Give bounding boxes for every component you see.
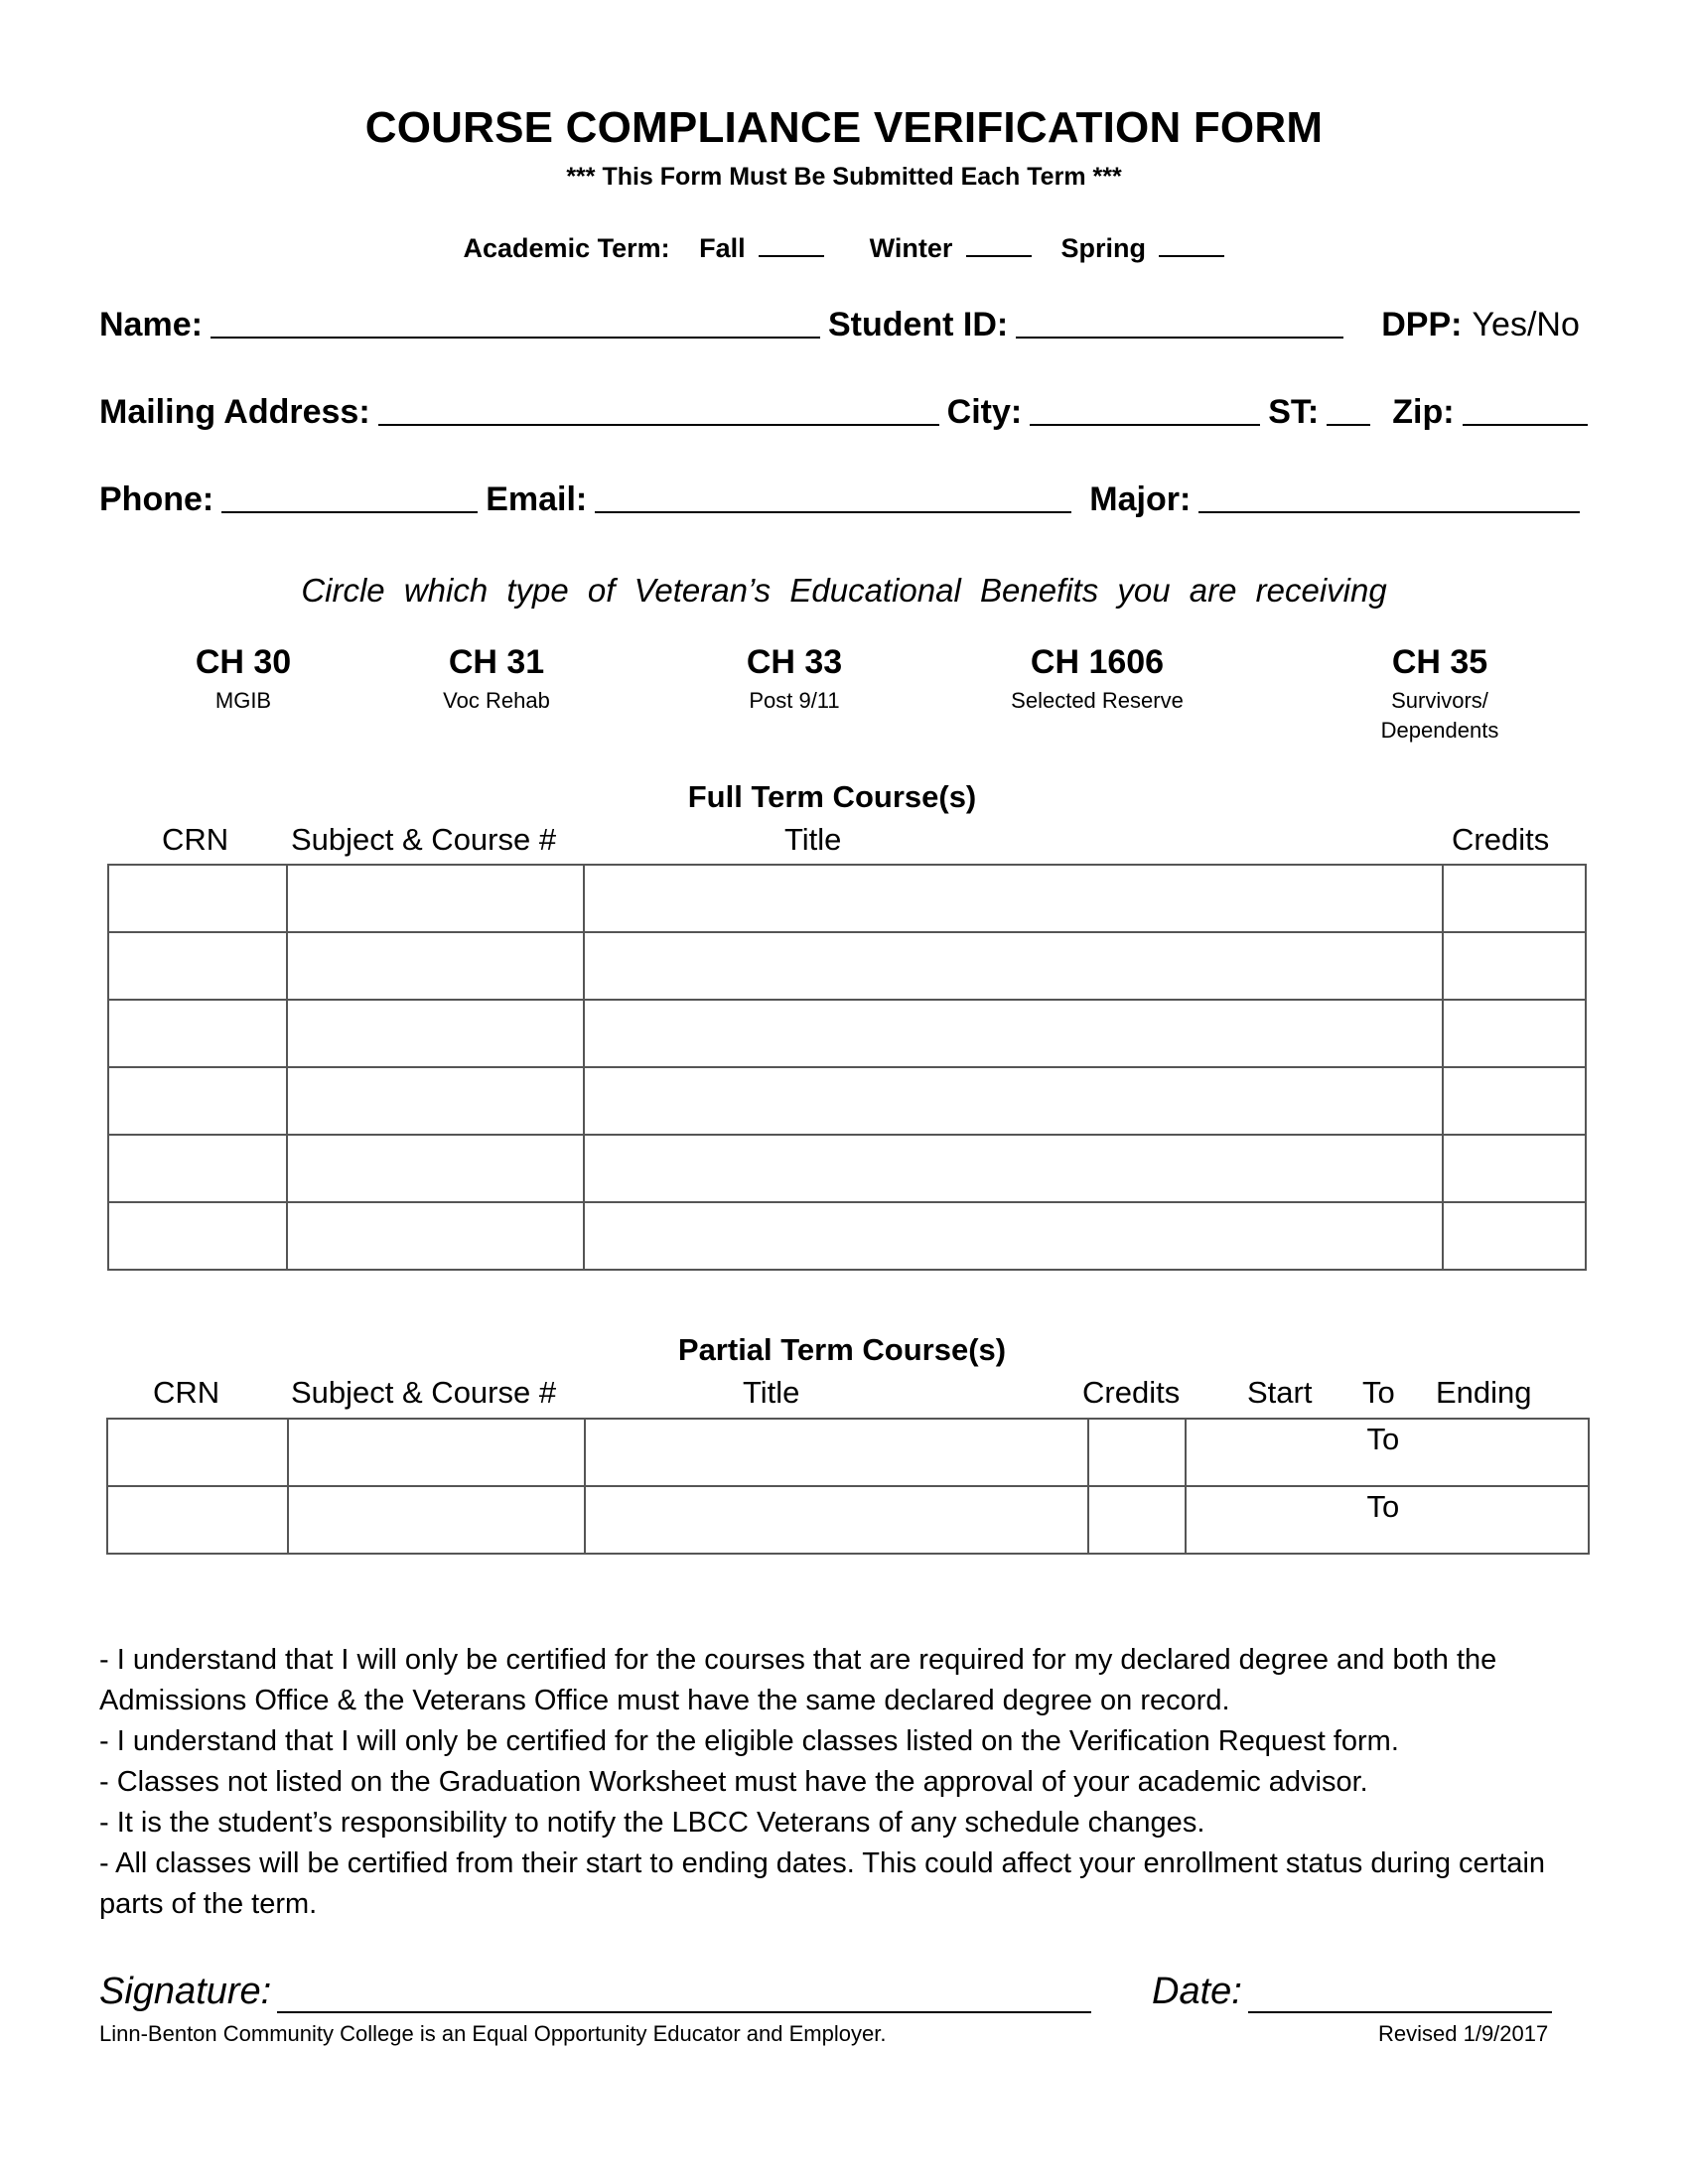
chapter-option[interactable] [695, 643, 894, 716]
acknowledgement-notes [99, 1640, 1609, 1925]
chapter-desc: Survivors/ Dependents [1380, 688, 1499, 743]
full-col-title: Title [784, 822, 842, 857]
chapter-code: CH 31 [448, 643, 545, 681]
partial-col-crn: CRN [153, 1375, 220, 1410]
dpp-value[interactable]: Yes/No [1472, 306, 1580, 343]
student-id-field[interactable] [1016, 307, 1343, 339]
academic-term-row [0, 233, 1688, 264]
partial-col-to: To [1362, 1375, 1395, 1410]
crn-cell[interactable] [108, 865, 287, 932]
date-range-cell[interactable] [1186, 1486, 1589, 1554]
phone-label: Phone: [99, 480, 214, 518]
partial-col-subject: Subject & Course # [291, 1375, 557, 1410]
credits-cell[interactable] [1443, 932, 1586, 1000]
table-row [108, 1067, 1586, 1135]
table-row [108, 932, 1586, 1000]
subject-cell[interactable] [287, 1067, 585, 1135]
credits-cell[interactable] [1443, 865, 1586, 932]
table-row [108, 1135, 1586, 1202]
term-fall-blank[interactable] [759, 233, 824, 257]
credits-cell[interactable] [1443, 1067, 1586, 1135]
address-field[interactable] [378, 394, 939, 426]
title-cell[interactable] [584, 865, 1443, 932]
term-winter-label: Winter [869, 233, 953, 263]
credits-cell[interactable] [1088, 1486, 1186, 1554]
crn-cell[interactable] [107, 1419, 288, 1486]
crn-cell[interactable] [108, 1202, 287, 1270]
date-range-to: To [1366, 1422, 1400, 1456]
subject-cell[interactable] [287, 1202, 585, 1270]
subject-cell[interactable] [288, 1486, 586, 1554]
form-subtitle: *** This Form Must Be Submitted Each Term *** [566, 163, 1122, 191]
chapter-desc: Voc Rehab [443, 688, 550, 713]
term-spring-blank[interactable] [1159, 233, 1224, 257]
crn-cell[interactable] [108, 1067, 287, 1135]
full-term-table [107, 864, 1587, 1271]
dpp-label: DPP: [1381, 306, 1463, 343]
address-row [99, 388, 1589, 432]
signature-field[interactable] [277, 1976, 1091, 2013]
note-item: - I understand that I will only be certified for the eligible classes listed on the Verification Request form. [99, 1725, 1399, 1757]
city-field[interactable] [1030, 394, 1260, 426]
city-label: City: [946, 393, 1023, 431]
table-row [108, 1000, 1586, 1067]
date-field[interactable] [1248, 1976, 1552, 2013]
date-range-to: To [1366, 1489, 1400, 1524]
table-row [108, 865, 1586, 932]
title-cell[interactable] [584, 1000, 1443, 1067]
date-range-cell[interactable] [1186, 1419, 1589, 1486]
table-row [107, 1486, 1589, 1554]
title-cell[interactable] [584, 1067, 1443, 1135]
title-cell[interactable] [584, 1135, 1443, 1202]
academic-term-label: Academic Term: [463, 233, 670, 263]
date-row [1152, 1971, 1552, 2013]
partial-term-title: Partial Term Course(s) [677, 1332, 1007, 1367]
name-row [99, 301, 1589, 344]
subject-cell[interactable] [287, 932, 585, 1000]
subject-cell[interactable] [287, 1135, 585, 1202]
term-winter-blank[interactable] [966, 233, 1032, 257]
phone-field[interactable] [221, 481, 478, 513]
credits-cell[interactable] [1443, 1135, 1586, 1202]
subject-cell[interactable] [287, 1000, 585, 1067]
state-field[interactable] [1327, 394, 1370, 426]
crn-cell[interactable] [108, 932, 287, 1000]
major-field[interactable] [1198, 481, 1580, 513]
credits-cell[interactable] [1443, 1202, 1586, 1270]
chapter-desc: MGIB [214, 688, 272, 713]
name-field[interactable] [211, 307, 820, 339]
partial-col-start: Start [1247, 1375, 1313, 1410]
term-spring-label: Spring [1060, 233, 1146, 263]
zip-field[interactable] [1463, 394, 1588, 426]
title-cell[interactable] [584, 932, 1443, 1000]
footer-eeo-statement: Linn-Benton Community College is an Equal Opportunity Educator and Employer. [99, 2021, 887, 2046]
full-col-crn: CRN [162, 822, 229, 857]
chapter-desc: Selected Reserve [1011, 688, 1184, 713]
title-cell[interactable] [585, 1486, 1087, 1554]
table-row [108, 1202, 1586, 1270]
partial-col-credits: Credits [1082, 1375, 1181, 1410]
signature-label: Signature: [99, 1971, 272, 2012]
partial-col-title: Title [743, 1375, 800, 1410]
zip-label: Zip: [1392, 393, 1455, 431]
full-term-title: Full Term Course(s) [687, 779, 977, 814]
title-cell[interactable] [585, 1419, 1087, 1486]
crn-cell[interactable] [108, 1000, 287, 1067]
name-label: Name: [99, 306, 203, 343]
credits-cell[interactable] [1088, 1419, 1186, 1486]
chapter-option[interactable] [973, 643, 1221, 716]
term-fall-label: Fall [699, 233, 746, 263]
table-row [107, 1419, 1589, 1486]
form-title: COURSE COMPLIANCE VERIFICATION FORM [364, 103, 1324, 152]
credits-cell[interactable] [1443, 1000, 1586, 1067]
chapter-desc: Post 9/11 [749, 688, 840, 713]
chapter-code: CH 33 [746, 643, 843, 681]
benefits-instruction: Circle which type of Veteran’s Educational Benefits you are receiving [301, 572, 1387, 609]
email-label: Email: [486, 480, 588, 518]
full-col-subject: Subject & Course # [291, 822, 557, 857]
address-label: Mailing Address: [99, 393, 370, 431]
chapter-option[interactable] [397, 643, 596, 716]
phone-row [99, 476, 1589, 519]
note-item: - All classes will be certified from their start to ending dates. This could affect your enrollment status during certain parts of the term. [99, 1847, 1546, 1920]
subject-cell[interactable] [288, 1419, 586, 1486]
chapter-code: CH 1606 [1030, 643, 1165, 681]
chapter-option[interactable] [144, 643, 343, 716]
crn-cell[interactable] [107, 1486, 288, 1554]
note-item: - Classes not listed on the Graduation Worksheet must have the approval of your academic advisor. [99, 1766, 1368, 1798]
crn-cell[interactable] [108, 1135, 287, 1202]
state-label: ST: [1268, 393, 1320, 431]
student-id-label: Student ID: [827, 306, 1009, 343]
partial-term-table [106, 1418, 1590, 1555]
subject-cell[interactable] [287, 865, 585, 932]
chapter-option[interactable] [1350, 643, 1529, 746]
chapter-code: CH 35 [1391, 643, 1488, 681]
signature-row [99, 1971, 1091, 2013]
date-label: Date: [1152, 1971, 1242, 2012]
footer-revision: Revised 1/9/2017 [1378, 2021, 1549, 2046]
partial-col-ending: Ending [1436, 1375, 1532, 1410]
chapter-code: CH 30 [195, 643, 292, 681]
email-field[interactable] [595, 481, 1071, 513]
note-item: - It is the student’s responsibility to notify the LBCC Veterans of any schedule changes. [99, 1807, 1205, 1839]
note-item: - I understand that I will only be certified for the courses that are required for my declared degree and both the Admissions Office & the Veterans Office must have the same declared degree on record. [99, 1644, 1497, 1716]
major-label: Major: [1089, 480, 1192, 518]
title-cell[interactable] [584, 1202, 1443, 1270]
full-col-credits: Credits [1452, 822, 1550, 857]
